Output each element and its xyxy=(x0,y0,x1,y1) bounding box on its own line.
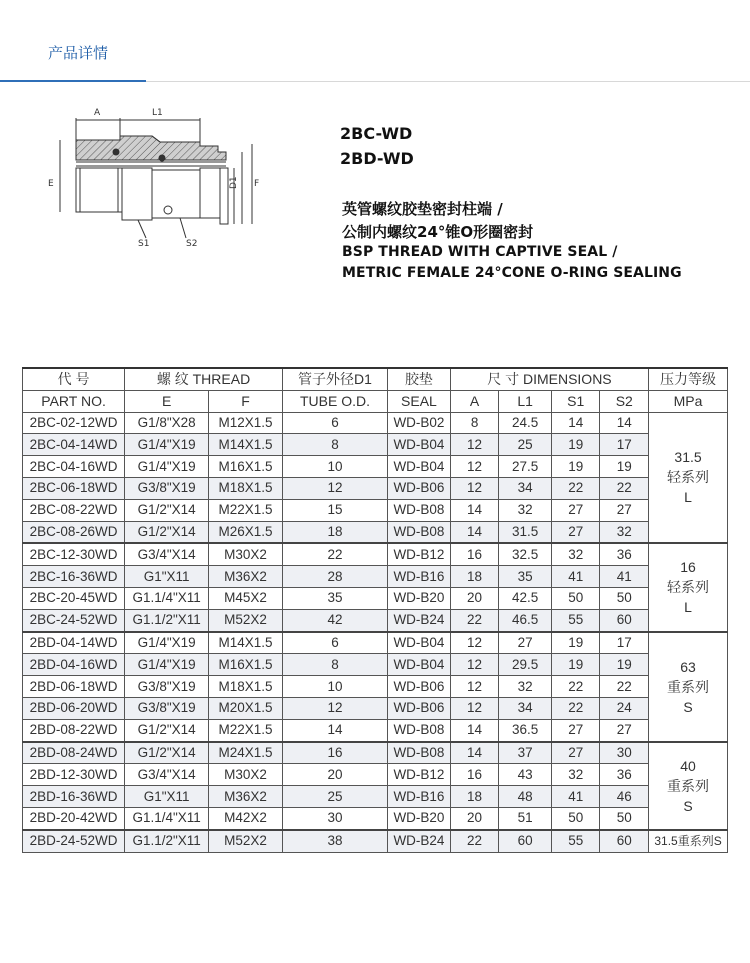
table-cell: 15 xyxy=(282,499,387,521)
table-cell: 19 xyxy=(551,456,600,478)
table-cell: 34 xyxy=(499,477,552,499)
table-cell: 12 xyxy=(450,676,499,698)
table-cell: 42 xyxy=(282,609,387,631)
table-cell: WD-B16 xyxy=(388,786,451,808)
table-cell: 60 xyxy=(600,830,649,852)
table-cell: 24.5 xyxy=(499,412,552,434)
table-cell: 2BD-24-52WD xyxy=(23,830,125,852)
table-cell: 55 xyxy=(551,830,600,852)
table-cell: 14 xyxy=(450,499,499,521)
table-cell: WD-B12 xyxy=(388,543,451,565)
table-cell: 50 xyxy=(551,587,600,609)
table-row xyxy=(23,830,728,852)
table-cell: WD-B20 xyxy=(388,807,451,829)
table-cell: 14 xyxy=(450,719,499,741)
table-cell: WD-B06 xyxy=(388,676,451,698)
pressure-series: 轻系列 xyxy=(667,579,710,596)
table-cell: G1.1/4"X11 xyxy=(125,587,209,609)
table-cell: M26X1.5 xyxy=(209,521,283,543)
table-cell: WD-B08 xyxy=(388,742,451,764)
pressure-code: L xyxy=(684,489,692,506)
table-cell: 27 xyxy=(499,632,552,654)
pressure-series: 轻系列 xyxy=(667,469,710,486)
table-cell: 46.5 xyxy=(499,609,552,631)
table-cell: G3/8"X19 xyxy=(125,676,209,698)
table-cell: 35 xyxy=(499,566,552,588)
header-f: F xyxy=(209,390,283,412)
table-cell: 60 xyxy=(499,830,552,852)
table-cell: 2BC-08-26WD xyxy=(23,521,125,543)
table-row xyxy=(23,807,728,829)
dim-label-f: F xyxy=(254,179,260,189)
table-cell: 19 xyxy=(551,434,600,456)
table-cell: 19 xyxy=(600,654,649,676)
table-cell: 8 xyxy=(450,412,499,434)
table-cell: 18 xyxy=(450,566,499,588)
table-cell: 22 xyxy=(551,697,600,719)
table-cell: M24X1.5 xyxy=(209,742,283,764)
table-cell: 6 xyxy=(282,632,387,654)
table-cell: 8 xyxy=(282,434,387,456)
table-cell: 16 xyxy=(282,742,387,764)
header-seal-en: SEAL xyxy=(388,390,451,412)
table-cell: 18 xyxy=(450,786,499,808)
table-cell: G1/4"X19 xyxy=(125,456,209,478)
header-e: E xyxy=(125,390,209,412)
model-number-2: 2BD-WD xyxy=(340,149,414,168)
table-cell: 8 xyxy=(282,654,387,676)
table-cell: G1.1/2"X11 xyxy=(125,609,209,631)
table-cell: 2BD-06-18WD xyxy=(23,676,125,698)
table-cell: M12X1.5 xyxy=(209,412,283,434)
table-row xyxy=(23,412,728,434)
table-cell: G1.1/4"X11 xyxy=(125,807,209,829)
description-en-line2: METRIC FEMALE 24°CONE O-RING SEALING xyxy=(342,265,682,281)
title-underline-accent xyxy=(0,80,146,82)
table-cell: WD-B12 xyxy=(388,764,451,786)
table-cell: 22 xyxy=(551,477,600,499)
table-cell: G3/4"X14 xyxy=(125,764,209,786)
table-cell: WD-B06 xyxy=(388,477,451,499)
table-cell: 22 xyxy=(282,543,387,565)
table-cell: 2BC-04-16WD xyxy=(23,456,125,478)
table-cell: M16X1.5 xyxy=(209,456,283,478)
table-cell: 18 xyxy=(282,521,387,543)
table-cell: 10 xyxy=(282,456,387,478)
pressure-cell xyxy=(649,543,728,631)
table-cell: 2BC-04-14WD xyxy=(23,434,125,456)
table-cell: 2BC-20-45WD xyxy=(23,587,125,609)
table-cell: WD-B04 xyxy=(388,434,451,456)
table-cell: 2BC-08-22WD xyxy=(23,499,125,521)
table-cell: M30X2 xyxy=(209,543,283,565)
table-row xyxy=(23,521,728,543)
table-cell: M18X1.5 xyxy=(209,477,283,499)
table-cell: WD-B02 xyxy=(388,412,451,434)
header-seal: 胶垫 xyxy=(388,368,451,390)
table-cell: WD-B06 xyxy=(388,697,451,719)
table-row xyxy=(23,654,728,676)
table-cell: 25 xyxy=(282,786,387,808)
spec-table-body xyxy=(23,412,728,852)
table-cell: G3/8"X19 xyxy=(125,477,209,499)
table-cell: 34 xyxy=(499,697,552,719)
header-pressure: 压力等级 xyxy=(649,368,728,390)
table-row xyxy=(23,434,728,456)
header-s1: S1 xyxy=(551,390,600,412)
table-cell: 32 xyxy=(551,543,600,565)
table-cell: 12 xyxy=(450,456,499,478)
header-thread: 螺 纹 THREAD xyxy=(125,368,283,390)
table-cell: 25 xyxy=(499,434,552,456)
table-cell: 32 xyxy=(499,499,552,521)
header-dimensions: 尺 寸 DIMENSIONS xyxy=(450,368,648,390)
table-cell: M14X1.5 xyxy=(209,632,283,654)
table-cell: 27 xyxy=(551,742,600,764)
table-cell: 27 xyxy=(551,521,600,543)
table-cell: 2BC-12-30WD xyxy=(23,543,125,565)
table-cell: 14 xyxy=(450,742,499,764)
dim-label-a: A xyxy=(94,108,101,118)
table-cell: 32 xyxy=(600,521,649,543)
pressure-combined: 31.5重系列S xyxy=(654,834,722,849)
table-cell: M18X1.5 xyxy=(209,676,283,698)
table-cell: M42X2 xyxy=(209,807,283,829)
table-cell: 20 xyxy=(450,587,499,609)
title-underline xyxy=(146,81,750,82)
table-cell: 38 xyxy=(282,830,387,852)
table-cell: G1/4"X19 xyxy=(125,654,209,676)
header-tube-od: TUBE O.D. xyxy=(282,390,387,412)
table-cell: 14 xyxy=(600,412,649,434)
dim-label-s2: S2 xyxy=(186,239,198,249)
pressure-code: S xyxy=(683,698,693,715)
table-cell: 27 xyxy=(551,499,600,521)
table-cell: M22X1.5 xyxy=(209,499,283,521)
header-code: 代 号 xyxy=(23,368,125,390)
table-cell: 30 xyxy=(600,742,649,764)
description-cn-line1: 英管螺纹胶垫密封柱端 / xyxy=(342,200,503,218)
table-cell: 2BD-20-42WD xyxy=(23,807,125,829)
table-cell: WD-B24 xyxy=(388,830,451,852)
table-cell: 22 xyxy=(551,676,600,698)
table-cell: 17 xyxy=(600,632,649,654)
table-cell: 20 xyxy=(450,807,499,829)
table-cell: 36.5 xyxy=(499,719,552,741)
pressure-value: 31.5 xyxy=(674,449,702,466)
table-cell: 41 xyxy=(551,566,600,588)
page-section-title: 产品详情 xyxy=(48,44,109,62)
pressure-cell xyxy=(649,742,728,830)
table-cell: G1/8"X28 xyxy=(125,412,209,434)
table-row xyxy=(23,697,728,719)
table-cell: 27 xyxy=(600,499,649,521)
table-cell: 24 xyxy=(600,697,649,719)
table-cell: 14 xyxy=(551,412,600,434)
table-cell: 17 xyxy=(600,434,649,456)
header-part-no: PART NO. xyxy=(23,390,125,412)
table-cell: 30 xyxy=(282,807,387,829)
table-cell: G1/2"X14 xyxy=(125,719,209,741)
table-cell: 36 xyxy=(600,764,649,786)
table-cell: 31.5 xyxy=(499,521,552,543)
table-cell: 32.5 xyxy=(499,543,552,565)
table-cell: M14X1.5 xyxy=(209,434,283,456)
table-cell: 12 xyxy=(282,697,387,719)
table-cell: 43 xyxy=(499,764,552,786)
table-cell: 2BC-24-52WD xyxy=(23,609,125,631)
table-cell: 37 xyxy=(499,742,552,764)
table-cell: 12 xyxy=(450,632,499,654)
table-row xyxy=(23,456,728,478)
pressure-series: 重系列 xyxy=(667,777,710,794)
table-cell: 35 xyxy=(282,587,387,609)
table-cell: 36 xyxy=(600,543,649,565)
table-cell: 41 xyxy=(551,786,600,808)
table-cell: G1/2"X14 xyxy=(125,499,209,521)
pressure-value: 63 xyxy=(680,658,696,675)
table-cell: 50 xyxy=(551,807,600,829)
table-cell: 48 xyxy=(499,786,552,808)
table-cell: 12 xyxy=(450,697,499,719)
table-cell: G1/2"X14 xyxy=(125,742,209,764)
table-row xyxy=(23,609,728,631)
header-a: A xyxy=(450,390,499,412)
table-cell: WD-B24 xyxy=(388,609,451,631)
table-cell: WD-B08 xyxy=(388,719,451,741)
table-row xyxy=(23,566,728,588)
table-cell: 14 xyxy=(282,719,387,741)
table-cell: WD-B04 xyxy=(388,632,451,654)
dim-label-e: E xyxy=(48,179,54,189)
table-row xyxy=(23,499,728,521)
table-cell: 2BC-06-18WD xyxy=(23,477,125,499)
table-cell: 2BD-08-24WD xyxy=(23,742,125,764)
spec-table xyxy=(22,367,728,853)
table-cell: 41 xyxy=(600,566,649,588)
table-cell: 29.5 xyxy=(499,654,552,676)
table-row xyxy=(23,764,728,786)
table-cell: 14 xyxy=(450,521,499,543)
header-l1: L1 xyxy=(499,390,552,412)
table-row xyxy=(23,477,728,499)
table-cell: 12 xyxy=(450,477,499,499)
pressure-code: L xyxy=(684,599,692,616)
table-cell: 6 xyxy=(282,412,387,434)
model-number-1: 2BC-WD xyxy=(340,124,413,143)
table-cell: WD-B08 xyxy=(388,499,451,521)
header-s2: S2 xyxy=(600,390,649,412)
table-row xyxy=(23,786,728,808)
table-cell: 32 xyxy=(551,764,600,786)
table-cell: M36X2 xyxy=(209,786,283,808)
table-cell: 50 xyxy=(600,807,649,829)
table-cell: M22X1.5 xyxy=(209,719,283,741)
table-cell: 2BD-08-22WD xyxy=(23,719,125,741)
table-cell: 20 xyxy=(282,764,387,786)
table-cell: 2BD-04-14WD xyxy=(23,632,125,654)
table-row xyxy=(23,742,728,764)
table-cell: WD-B04 xyxy=(388,654,451,676)
table-cell: 12 xyxy=(450,434,499,456)
pressure-series: 重系列 xyxy=(667,678,710,695)
table-cell: 27.5 xyxy=(499,456,552,478)
table-cell: 12 xyxy=(450,654,499,676)
description-en-line1: BSP THREAD WITH CAPTIVE SEAL / xyxy=(342,244,618,260)
table-cell: 42.5 xyxy=(499,587,552,609)
description-cn-line2: 公制内螺纹24°锥O形圈密封 xyxy=(342,223,534,241)
table-cell: WD-B20 xyxy=(388,587,451,609)
pressure-cell xyxy=(649,830,728,852)
table-cell: M30X2 xyxy=(209,764,283,786)
table-cell: 12 xyxy=(282,477,387,499)
table-cell: 32 xyxy=(499,676,552,698)
table-cell: G3/8"X19 xyxy=(125,697,209,719)
table-cell: 60 xyxy=(600,609,649,631)
table-cell: 2BD-12-30WD xyxy=(23,764,125,786)
table-cell: M36X2 xyxy=(209,566,283,588)
table-cell: 2BD-04-16WD xyxy=(23,654,125,676)
pressure-value: 16 xyxy=(680,559,696,576)
table-cell: 2BD-06-20WD xyxy=(23,697,125,719)
table-cell: 19 xyxy=(551,654,600,676)
table-row xyxy=(23,676,728,698)
table-cell: 55 xyxy=(551,609,600,631)
table-cell: 28 xyxy=(282,566,387,588)
table-cell: WD-B04 xyxy=(388,456,451,478)
table-cell: 2BD-16-36WD xyxy=(23,786,125,808)
table-cell: G1"X11 xyxy=(125,786,209,808)
pressure-cell xyxy=(649,412,728,543)
table-cell: M52X2 xyxy=(209,609,283,631)
table-cell: 22 xyxy=(600,676,649,698)
table-cell: 27 xyxy=(600,719,649,741)
table-cell: M45X2 xyxy=(209,587,283,609)
table-cell: 19 xyxy=(551,632,600,654)
table-cell: M52X2 xyxy=(209,830,283,852)
table-cell: WD-B08 xyxy=(388,521,451,543)
dim-label-l1: L1 xyxy=(152,108,163,118)
table-row xyxy=(23,587,728,609)
table-cell: 16 xyxy=(450,543,499,565)
table-cell: G1"X11 xyxy=(125,566,209,588)
table-cell: G1/4"X19 xyxy=(125,632,209,654)
header-mpa: MPa xyxy=(649,390,728,412)
table-cell: 51 xyxy=(499,807,552,829)
pressure-cell xyxy=(649,632,728,742)
table-cell: WD-B16 xyxy=(388,566,451,588)
pressure-value: 40 xyxy=(680,757,696,774)
table-cell: G3/4"X14 xyxy=(125,543,209,565)
table-cell: 46 xyxy=(600,786,649,808)
table-row xyxy=(23,719,728,741)
table-cell: G1/2"X14 xyxy=(125,521,209,543)
table-cell: 19 xyxy=(600,456,649,478)
table-cell: 2BC-16-36WD xyxy=(23,566,125,588)
table-row xyxy=(23,543,728,565)
table-cell: M16X1.5 xyxy=(209,654,283,676)
table-cell: 22 xyxy=(450,830,499,852)
table-cell: G1.1/2"X11 xyxy=(125,830,209,852)
dim-label-s1: S1 xyxy=(138,239,150,249)
table-cell: 22 xyxy=(600,477,649,499)
table-cell: 50 xyxy=(600,587,649,609)
table-row xyxy=(23,632,728,654)
table-cell: 22 xyxy=(450,609,499,631)
header-tube: 管子外径D1 xyxy=(282,368,387,390)
table-cell: 16 xyxy=(450,764,499,786)
table-cell: G1/4"X19 xyxy=(125,434,209,456)
table-cell: 27 xyxy=(551,719,600,741)
dim-label-d1: D1 xyxy=(229,176,239,189)
table-cell: 10 xyxy=(282,676,387,698)
pressure-code: S xyxy=(683,797,693,814)
fitting-drawing xyxy=(40,100,280,270)
table-cell: 2BC-02-12WD xyxy=(23,412,125,434)
table-cell: M20X1.5 xyxy=(209,697,283,719)
